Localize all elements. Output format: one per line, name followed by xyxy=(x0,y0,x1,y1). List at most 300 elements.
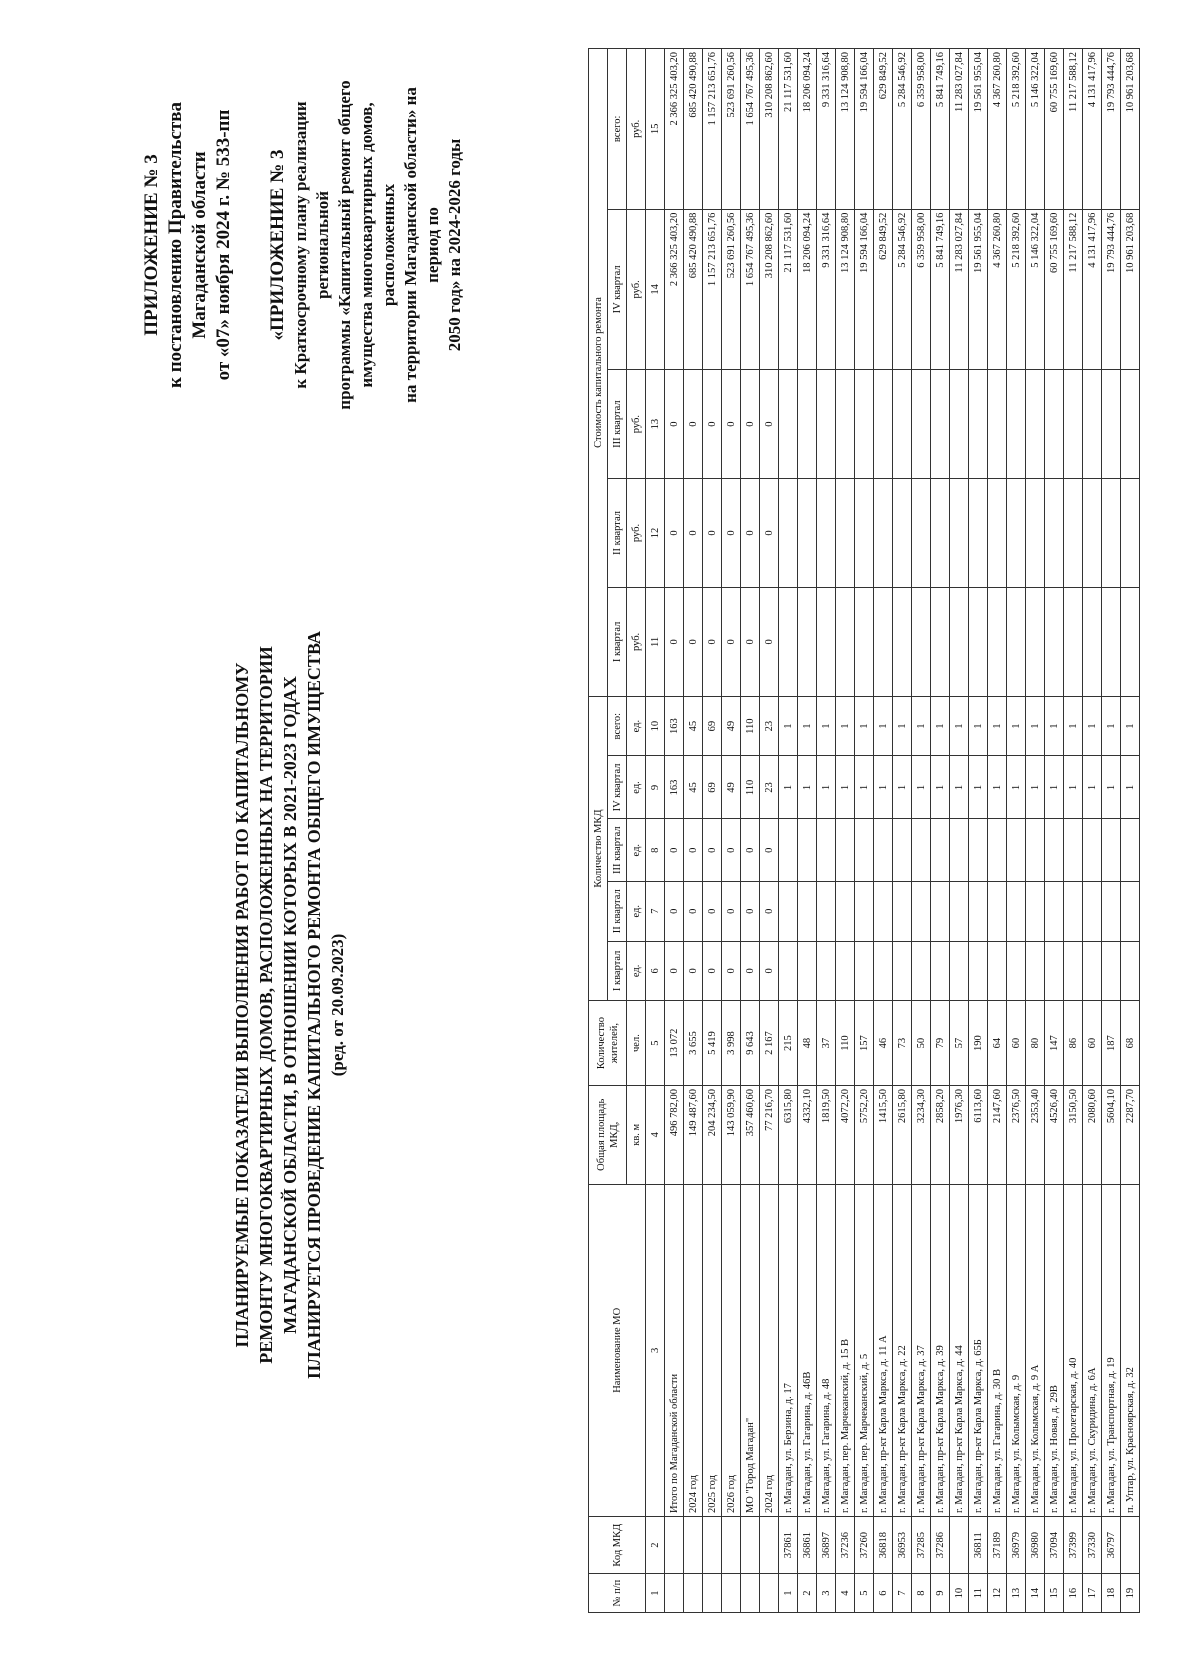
header-area: Общая площадь МКД, xyxy=(589,1085,627,1184)
count-q1 xyxy=(893,941,912,1001)
header-num: № п/п xyxy=(589,1574,646,1613)
cost-q2 xyxy=(1026,479,1045,588)
count-q4: 1 xyxy=(817,756,836,819)
count-q4: 1 xyxy=(836,756,855,819)
unit-rub: руб. xyxy=(627,587,646,696)
count-q2 xyxy=(931,881,950,941)
cost-q2 xyxy=(1121,479,1140,588)
header-cost: Стоимость капитального ремонта xyxy=(589,49,608,697)
cost-q1 xyxy=(1121,587,1140,696)
count-total: 1 xyxy=(893,696,912,756)
amended-line: к Краткосрочному плану реализации региональной xyxy=(291,101,332,389)
area-cell: 204 234,50 xyxy=(703,1085,722,1184)
residents-cell: 73 xyxy=(893,1001,912,1086)
count-q3 xyxy=(817,819,836,882)
area-cell: 5604,10 xyxy=(1102,1085,1121,1184)
area-cell: 4332,10 xyxy=(798,1085,817,1184)
header-q1: I квартал xyxy=(608,941,627,1001)
unit-area: кв. м xyxy=(627,1085,646,1184)
mo-name: г. Магадан, ул. Пролетарская, д. 40 xyxy=(1064,1184,1083,1516)
cost-q2 xyxy=(779,479,798,588)
table-row xyxy=(874,49,893,1613)
row-number: 3 xyxy=(817,1574,836,1613)
cost-q3 xyxy=(1121,370,1140,479)
mo-name: г. Магадан, пер. Марчеканский, д. 5 xyxy=(855,1184,874,1516)
residents-cell: 48 xyxy=(798,1001,817,1086)
area-cell: 2080,60 xyxy=(1083,1085,1102,1184)
table-row xyxy=(760,49,779,1613)
count-q4: 1 xyxy=(1083,756,1102,819)
mo-name: г. Магадан, ул. Берзина, д. 17 xyxy=(779,1184,798,1516)
row-number xyxy=(665,1574,684,1613)
mkd-code: 37330 xyxy=(1083,1517,1102,1574)
residents-cell: 79 xyxy=(931,1001,950,1086)
table-row xyxy=(722,49,741,1613)
count-total: 1 xyxy=(950,696,969,756)
cost-q1: 0 xyxy=(760,587,779,696)
mo-name: г. Магадан, пр-кт Карла Маркса, д. 11 А xyxy=(874,1184,893,1516)
count-q2 xyxy=(798,881,817,941)
cost-q3 xyxy=(874,370,893,479)
row-number: 11 xyxy=(969,1574,988,1613)
cost-q2 xyxy=(798,479,817,588)
unit-count: ед. xyxy=(627,941,646,1001)
header-q2: II квартал xyxy=(608,881,627,941)
column-number: 12 xyxy=(646,479,665,588)
residents-cell: 37 xyxy=(817,1001,836,1086)
count-total: 1 xyxy=(817,696,836,756)
residents-cell: 187 xyxy=(1102,1001,1121,1086)
count-q4: 1 xyxy=(1007,756,1026,819)
count-q3: 0 xyxy=(722,819,741,882)
count-total: 23 xyxy=(760,696,779,756)
cost-q2 xyxy=(912,479,931,588)
table-row xyxy=(988,49,1007,1613)
cost-q2 xyxy=(1064,479,1083,588)
count-q4: 1 xyxy=(1121,756,1140,819)
count-q2: 0 xyxy=(665,881,684,941)
area-cell: 6315,80 xyxy=(779,1085,798,1184)
cost-total: 6 359 958,00 xyxy=(912,49,931,210)
count-q2 xyxy=(1102,881,1121,941)
table-row xyxy=(684,49,703,1613)
count-q2 xyxy=(1064,881,1083,941)
residents-cell: 157 xyxy=(855,1001,874,1086)
residents-cell: 57 xyxy=(950,1001,969,1086)
count-q4: 1 xyxy=(1102,756,1121,819)
cost-q4: 6 359 958,00 xyxy=(912,209,931,370)
mo-name: 2026 год xyxy=(722,1184,741,1516)
count-total: 1 xyxy=(798,696,817,756)
residents-cell: 68 xyxy=(1121,1001,1140,1086)
document-title xyxy=(230,475,350,1535)
amended-appendix-title: «ПРИЛОЖЕНИЕ № 3 xyxy=(267,149,288,341)
count-q4: 1 xyxy=(1045,756,1064,819)
cost-q3 xyxy=(836,370,855,479)
cost-q1 xyxy=(969,587,988,696)
mkd-code: 36861 xyxy=(798,1517,817,1574)
cost-total: 60 755 169,60 xyxy=(1045,49,1064,210)
cost-q3: 0 xyxy=(760,370,779,479)
table-row xyxy=(1102,49,1121,1613)
mkd-code xyxy=(703,1517,722,1574)
header-residents: Количество жителей, xyxy=(589,1001,627,1086)
amended-line: 2050 год» на 2024-2026 годы xyxy=(445,138,464,352)
cost-q2: 0 xyxy=(684,479,703,588)
cost-total: 9 331 316,64 xyxy=(817,49,836,210)
count-q1 xyxy=(1121,941,1140,1001)
cost-total: 19 561 955,04 xyxy=(969,49,988,210)
row-number xyxy=(741,1574,760,1613)
header-name: Наименование МО xyxy=(589,1184,646,1516)
area-cell: 4526,40 xyxy=(1045,1085,1064,1184)
column-number: 3 xyxy=(646,1184,665,1516)
count-total: 1 xyxy=(779,696,798,756)
count-q4: 1 xyxy=(931,756,950,819)
residents-cell: 215 xyxy=(779,1001,798,1086)
cost-total: 685 420 490,88 xyxy=(684,49,703,210)
cost-q4: 11 283 027,84 xyxy=(950,209,969,370)
row-number: 12 xyxy=(988,1574,1007,1613)
count-q4: 1 xyxy=(1064,756,1083,819)
count-q4: 1 xyxy=(912,756,931,819)
count-q2: 0 xyxy=(741,881,760,941)
area-cell: 3234,30 xyxy=(912,1085,931,1184)
cost-q1 xyxy=(1007,587,1026,696)
mkd-code xyxy=(950,1517,969,1574)
count-q1: 0 xyxy=(703,941,722,1001)
row-number: 4 xyxy=(836,1574,855,1613)
count-q3 xyxy=(1045,819,1064,882)
count-q2 xyxy=(969,881,988,941)
cost-q3 xyxy=(1102,370,1121,479)
area-cell: 1415,50 xyxy=(874,1085,893,1184)
count-total: 45 xyxy=(684,696,703,756)
cost-q4: 4 131 417,96 xyxy=(1083,209,1102,370)
residents-cell: 86 xyxy=(1064,1001,1083,1086)
cost-q2 xyxy=(1102,479,1121,588)
row-number: 14 xyxy=(1026,1574,1045,1613)
area-cell: 2353,40 xyxy=(1026,1085,1045,1184)
mkd-code: 36818 xyxy=(874,1517,893,1574)
count-total: 1 xyxy=(1007,696,1026,756)
count-q3 xyxy=(1102,819,1121,882)
mo-name: г. Магадан, ул. Гагарина, д. 46В xyxy=(798,1184,817,1516)
count-q3 xyxy=(874,819,893,882)
count-q3 xyxy=(912,819,931,882)
mo-name: г. Магадан, ул. Скуридина, д. 6А xyxy=(1083,1184,1102,1516)
table-row xyxy=(779,49,798,1613)
cost-q2: 0 xyxy=(665,479,684,588)
mo-name: 2025 год xyxy=(703,1184,722,1516)
cost-total: 5 284 546,92 xyxy=(893,49,912,210)
cost-total: 18 206 094,24 xyxy=(798,49,817,210)
cost-q3: 0 xyxy=(741,370,760,479)
count-q1 xyxy=(798,941,817,1001)
mo-name: г. Магадан, ул. Колымская, д. 9 А xyxy=(1026,1184,1045,1516)
count-q2 xyxy=(874,881,893,941)
row-number: 17 xyxy=(1083,1574,1102,1613)
cost-total: 5 146 322,04 xyxy=(1026,49,1045,210)
mkd-code: 37094 xyxy=(1045,1517,1064,1574)
mkd-code: 36797 xyxy=(1102,1517,1121,1574)
cost-q3 xyxy=(893,370,912,479)
count-q2: 0 xyxy=(703,881,722,941)
row-number: 2 xyxy=(798,1574,817,1613)
cost-q1 xyxy=(988,587,1007,696)
count-q3 xyxy=(1007,819,1026,882)
area-cell: 1976,30 xyxy=(950,1085,969,1184)
count-q1 xyxy=(779,941,798,1001)
mkd-code: 36897 xyxy=(817,1517,836,1574)
cost-q4: 18 206 094,24 xyxy=(798,209,817,370)
column-number: 1 xyxy=(646,1574,665,1613)
count-q3 xyxy=(798,819,817,882)
cost-q1: 0 xyxy=(665,587,684,696)
count-q4: 1 xyxy=(779,756,798,819)
count-q1: 0 xyxy=(760,941,779,1001)
cost-q4: 629 849,52 xyxy=(874,209,893,370)
area-cell: 1819,50 xyxy=(817,1085,836,1184)
title-line: ПЛАНИРУЕТСЯ ПРОВЕДЕНИЕ КАПИТАЛЬНОГО РЕМОНТА ОБЩЕГО ИМУЩЕСТВА xyxy=(304,631,324,1379)
cost-total: 310 208 862,60 xyxy=(760,49,779,210)
area-cell: 357 460,60 xyxy=(741,1085,760,1184)
cost-q4: 19 561 955,04 xyxy=(969,209,988,370)
cost-q1 xyxy=(855,587,874,696)
cost-q4: 21 117 531,60 xyxy=(779,209,798,370)
mo-name: г. Магадан, пер. Марчеканский, д. 15 В xyxy=(836,1184,855,1516)
mo-name: п. Уптар, ул. Красноярская, д. 32 xyxy=(1121,1184,1140,1516)
count-q3 xyxy=(950,819,969,882)
cost-q1 xyxy=(874,587,893,696)
header-q4: IV квартал xyxy=(608,209,627,370)
count-q3: 0 xyxy=(741,819,760,882)
column-number: 13 xyxy=(646,370,665,479)
count-q3: 0 xyxy=(703,819,722,882)
header-total: всего: xyxy=(608,696,627,756)
count-total: 110 xyxy=(741,696,760,756)
cost-total: 5 841 749,16 xyxy=(931,49,950,210)
count-q1 xyxy=(874,941,893,1001)
cost-q1 xyxy=(1083,587,1102,696)
cost-q1: 0 xyxy=(684,587,703,696)
count-total: 1 xyxy=(836,696,855,756)
column-number-row xyxy=(646,49,665,1613)
row-number: 10 xyxy=(950,1574,969,1613)
count-q1 xyxy=(1026,941,1045,1001)
count-q2 xyxy=(1026,881,1045,941)
cost-q1: 0 xyxy=(741,587,760,696)
row-number xyxy=(722,1574,741,1613)
count-q1 xyxy=(1064,941,1083,1001)
cost-total: 4 367 260,80 xyxy=(988,49,1007,210)
cost-q2 xyxy=(817,479,836,588)
count-q1 xyxy=(950,941,969,1001)
appendix-title: ПРИЛОЖЕНИЕ № 3 xyxy=(141,154,162,336)
table-row xyxy=(817,49,836,1613)
count-q4: 1 xyxy=(988,756,1007,819)
unit-rub: руб. xyxy=(627,370,646,479)
mo-name: МО "Город Магадан" xyxy=(741,1184,760,1516)
unit-count: ед. xyxy=(627,696,646,756)
cost-q4: 5 841 749,16 xyxy=(931,209,950,370)
area-cell: 496 782,00 xyxy=(665,1085,684,1184)
header-q1: I квартал xyxy=(608,587,627,696)
count-q1 xyxy=(931,941,950,1001)
count-total: 1 xyxy=(1026,696,1045,756)
unit-people: чел. xyxy=(627,1001,646,1086)
area-cell: 2147,60 xyxy=(988,1085,1007,1184)
row-number: 1 xyxy=(779,1574,798,1613)
cost-q4: 10 961 203,68 xyxy=(1121,209,1140,370)
mo-name: г. Магадан, пр-кт Карла Маркса, д. 65Б xyxy=(969,1184,988,1516)
area-cell: 2376,50 xyxy=(1007,1085,1026,1184)
column-number: 9 xyxy=(646,756,665,819)
mkd-code: 37399 xyxy=(1064,1517,1083,1574)
mkd-code: 37189 xyxy=(988,1517,1007,1574)
cost-q4: 685 420 490,88 xyxy=(684,209,703,370)
cost-q1 xyxy=(779,587,798,696)
cost-total: 11 283 027,84 xyxy=(950,49,969,210)
cost-q3 xyxy=(1064,370,1083,479)
cost-q1 xyxy=(817,587,836,696)
cost-q4: 5 284 546,92 xyxy=(893,209,912,370)
cost-q4: 310 208 862,60 xyxy=(760,209,779,370)
count-q1: 0 xyxy=(722,941,741,1001)
residents-cell: 110 xyxy=(836,1001,855,1086)
cost-total: 13 124 908,80 xyxy=(836,49,855,210)
mkd-code xyxy=(722,1517,741,1574)
cost-q3 xyxy=(798,370,817,479)
count-q1 xyxy=(1083,941,1102,1001)
cost-q3 xyxy=(1083,370,1102,479)
residents-cell: 64 xyxy=(988,1001,1007,1086)
mo-name: г. Магадан, пр-кт Карла Маркса, д. 39 xyxy=(931,1184,950,1516)
count-total: 1 xyxy=(912,696,931,756)
residents-cell: 13 072 xyxy=(665,1001,684,1086)
count-q2 xyxy=(950,881,969,941)
resolution-line: Магаданской области xyxy=(189,151,210,339)
cost-total: 523 691 260,56 xyxy=(722,49,741,210)
cost-q1: 0 xyxy=(722,587,741,696)
cost-q3 xyxy=(1007,370,1026,479)
table-row xyxy=(931,49,950,1613)
column-number: 6 xyxy=(646,941,665,1001)
count-total: 69 xyxy=(703,696,722,756)
unit-count: ед. xyxy=(627,819,646,882)
column-number: 10 xyxy=(646,696,665,756)
mo-name: г. Магадан, пр-кт Карла Маркса, д. 37 xyxy=(912,1184,931,1516)
cost-total: 5 218 392,60 xyxy=(1007,49,1026,210)
cost-q4: 19 793 444,76 xyxy=(1102,209,1121,370)
cost-q3 xyxy=(931,370,950,479)
mkd-code: 36980 xyxy=(1026,1517,1045,1574)
count-q1: 0 xyxy=(741,941,760,1001)
count-q3 xyxy=(1083,819,1102,882)
area-cell: 6113,60 xyxy=(969,1085,988,1184)
column-number: 4 xyxy=(646,1085,665,1184)
count-q4: 1 xyxy=(1026,756,1045,819)
count-total: 1 xyxy=(1064,696,1083,756)
count-total: 1 xyxy=(969,696,988,756)
mkd-code: 37286 xyxy=(931,1517,950,1574)
cost-q3 xyxy=(1026,370,1045,479)
cost-q2: 0 xyxy=(722,479,741,588)
cost-total: 19 793 444,76 xyxy=(1102,49,1121,210)
cost-q4: 9 331 316,64 xyxy=(817,209,836,370)
amended-line: на территории Магаданской области» на период по xyxy=(401,87,442,403)
residents-cell: 9 643 xyxy=(741,1001,760,1086)
mkd-code: 36811 xyxy=(969,1517,988,1574)
count-q1 xyxy=(912,941,931,1001)
cost-q2: 0 xyxy=(760,479,779,588)
row-number: 19 xyxy=(1121,1574,1140,1613)
header-q3: III квартал xyxy=(608,370,627,479)
count-q4: 110 xyxy=(741,756,760,819)
cost-q2 xyxy=(893,479,912,588)
column-number: 8 xyxy=(646,819,665,882)
count-q3 xyxy=(931,819,950,882)
area-cell: 2615,80 xyxy=(893,1085,912,1184)
cost-q3 xyxy=(779,370,798,479)
count-q1: 0 xyxy=(684,941,703,1001)
row-number: 5 xyxy=(855,1574,874,1613)
table-row xyxy=(1083,49,1102,1613)
cost-q3 xyxy=(817,370,836,479)
count-q1 xyxy=(836,941,855,1001)
cost-q1 xyxy=(912,587,931,696)
mkd-code: 37236 xyxy=(836,1517,855,1574)
mkd-code: 37861 xyxy=(779,1517,798,1574)
count-q2 xyxy=(817,881,836,941)
cost-total: 1 654 767 495,36 xyxy=(741,49,760,210)
cost-q2: 0 xyxy=(741,479,760,588)
cost-q4: 1 654 767 495,36 xyxy=(741,209,760,370)
cost-total: 11 217 588,12 xyxy=(1064,49,1083,210)
row-number: 18 xyxy=(1102,1574,1121,1613)
count-q3 xyxy=(1064,819,1083,882)
cost-q2 xyxy=(988,479,1007,588)
count-q2 xyxy=(1007,881,1026,941)
appendix-header xyxy=(140,65,466,425)
count-q2: 0 xyxy=(684,881,703,941)
mo-name: 2024 год xyxy=(684,1184,703,1516)
title-line: ПЛАНИРУЕМЫЕ ПОКАЗАТЕЛИ ВЫПОЛНЕНИЯ РАБОТ ПО КАПИТАЛЬНОМУ xyxy=(232,662,252,1348)
cost-q2: 0 xyxy=(703,479,722,588)
title-line: МАГАДАНСКОЙ ОБЛАСТИ, В ОТНОШЕНИИ КОТОРЫХ В 2021-2023 ГОДАХ xyxy=(280,676,300,1334)
count-q4: 1 xyxy=(798,756,817,819)
mo-name: г. Магадан, ул. Гагарина, д. 48 xyxy=(817,1184,836,1516)
row-number: 16 xyxy=(1064,1574,1083,1613)
count-total: 1 xyxy=(855,696,874,756)
header-total: всего: xyxy=(608,49,627,210)
cost-q1 xyxy=(1064,587,1083,696)
cost-total: 4 131 417,96 xyxy=(1083,49,1102,210)
residents-cell: 50 xyxy=(912,1001,931,1086)
cost-q4: 1 157 213 651,76 xyxy=(703,209,722,370)
cost-q4: 2 366 325 403,20 xyxy=(665,209,684,370)
cost-q3 xyxy=(855,370,874,479)
row-number xyxy=(684,1574,703,1613)
count-q2 xyxy=(779,881,798,941)
column-number: 7 xyxy=(646,881,665,941)
area-cell: 149 487,60 xyxy=(684,1085,703,1184)
unit-count: ед. xyxy=(627,881,646,941)
resolution-line: к постановлению Правительства xyxy=(165,102,186,388)
resolution-line: от «07» ноября 2024 г. № 533-пп xyxy=(213,109,234,381)
count-q1 xyxy=(1045,941,1064,1001)
count-q4: 1 xyxy=(855,756,874,819)
